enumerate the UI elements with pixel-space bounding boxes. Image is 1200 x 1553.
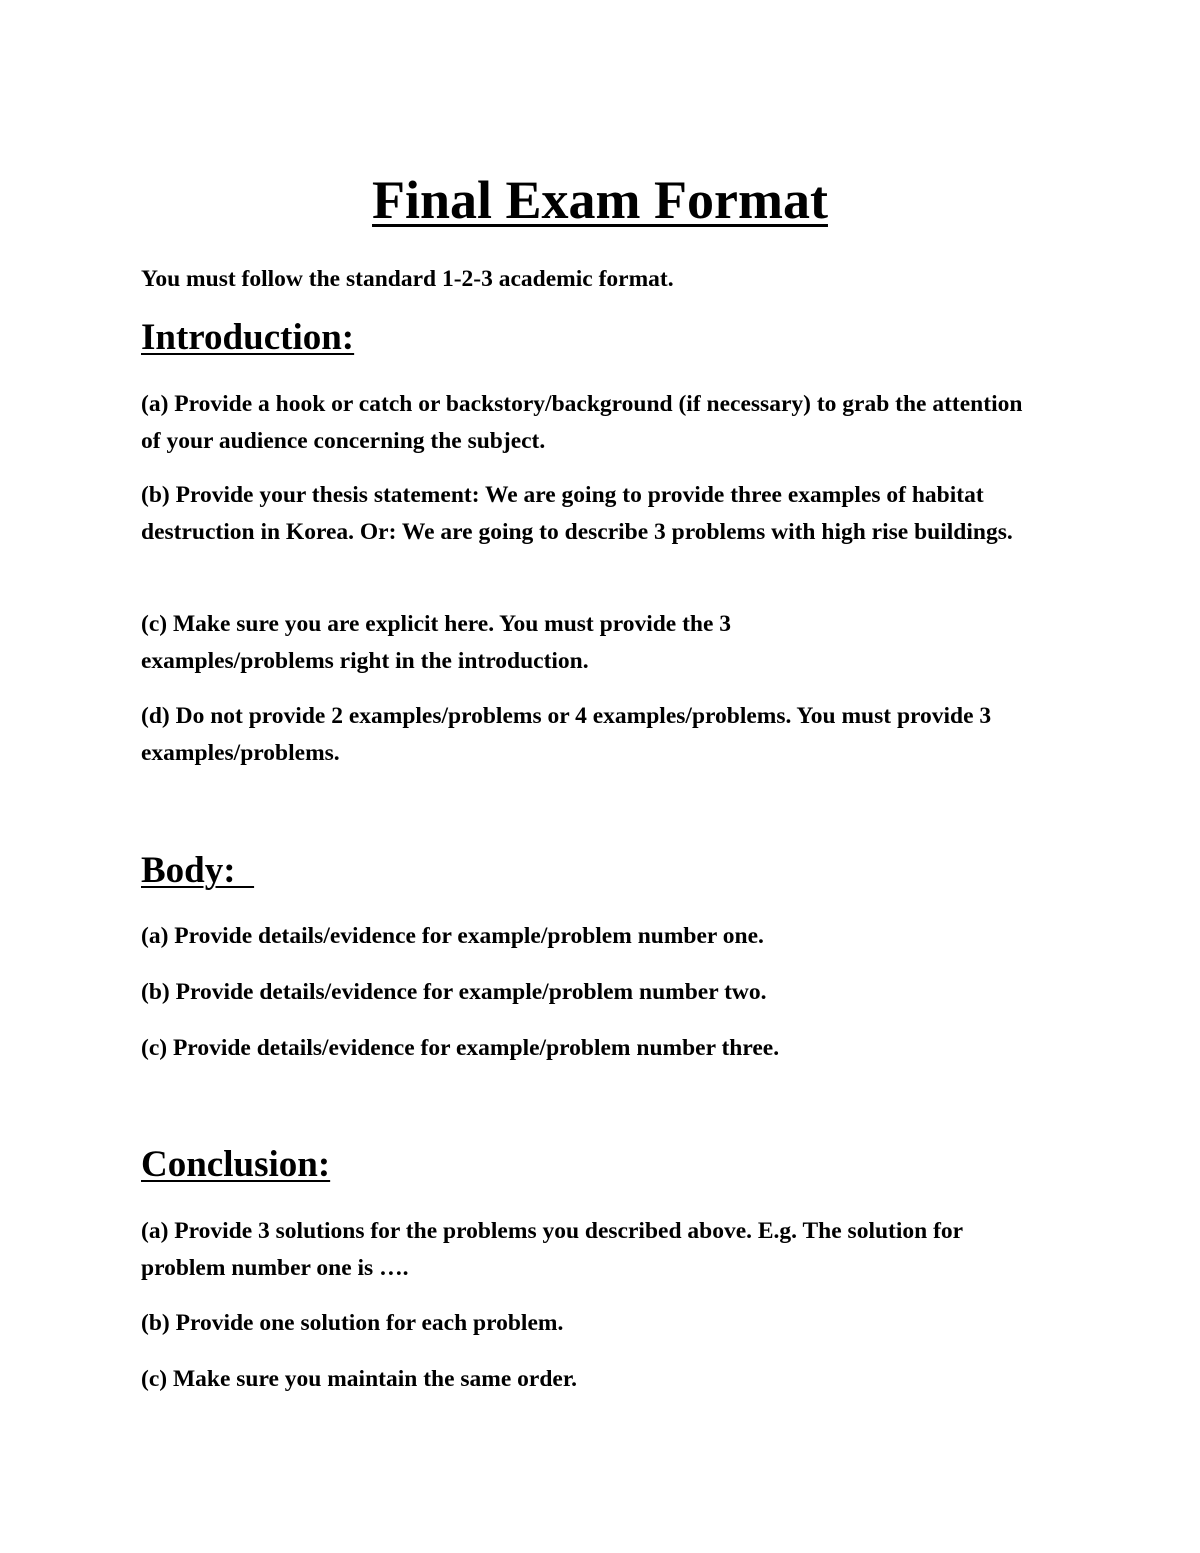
conclusion-item-a: (a) Provide 3 solutions for the problems you described above. E.g. The solution for problem number one is …. [141,1218,963,1281]
document-title: Final Exam Format [372,170,828,230]
conclusion-item-c: (c) Make sure you maintain the same order. [141,1366,578,1392]
instruction-line: You must follow the standard 1-2-3 academic format. [141,266,674,292]
introduction-item-a: (a) Provide a hook or catch or backstory/background (if necessary) to grab the attention of your audience concerning the subject. [141,391,1023,454]
introduction-item-c: (c) Make sure you are explicit here. You must provide the 3 examples/problems right in the introduction. [141,611,732,674]
section-heading-conclusion: Conclusion: [141,1144,331,1185]
body-item-c: (c) Provide details/evidence for example/problem number three. [141,1035,780,1061]
body-item-a: (a) Provide details/evidence for example/problem number one. [141,923,764,949]
introduction-item-b: (b) Provide your thesis statement: We are going to provide three examples of habitat destruction in Korea. Or: We are going to describe 3 problems with high rise buildings. [141,482,1013,545]
section-heading-body: Body: [141,850,255,891]
section-heading-introduction: Introduction: [141,317,355,358]
conclusion-item-b: (b) Provide one solution for each problem. [141,1310,564,1336]
introduction-item-d: (d) Do not provide 2 examples/problems or 4 examples/problems. You must provide 3 examples/problems. [141,703,992,766]
body-item-b: (b) Provide details/evidence for example/problem number two. [141,979,767,1005]
